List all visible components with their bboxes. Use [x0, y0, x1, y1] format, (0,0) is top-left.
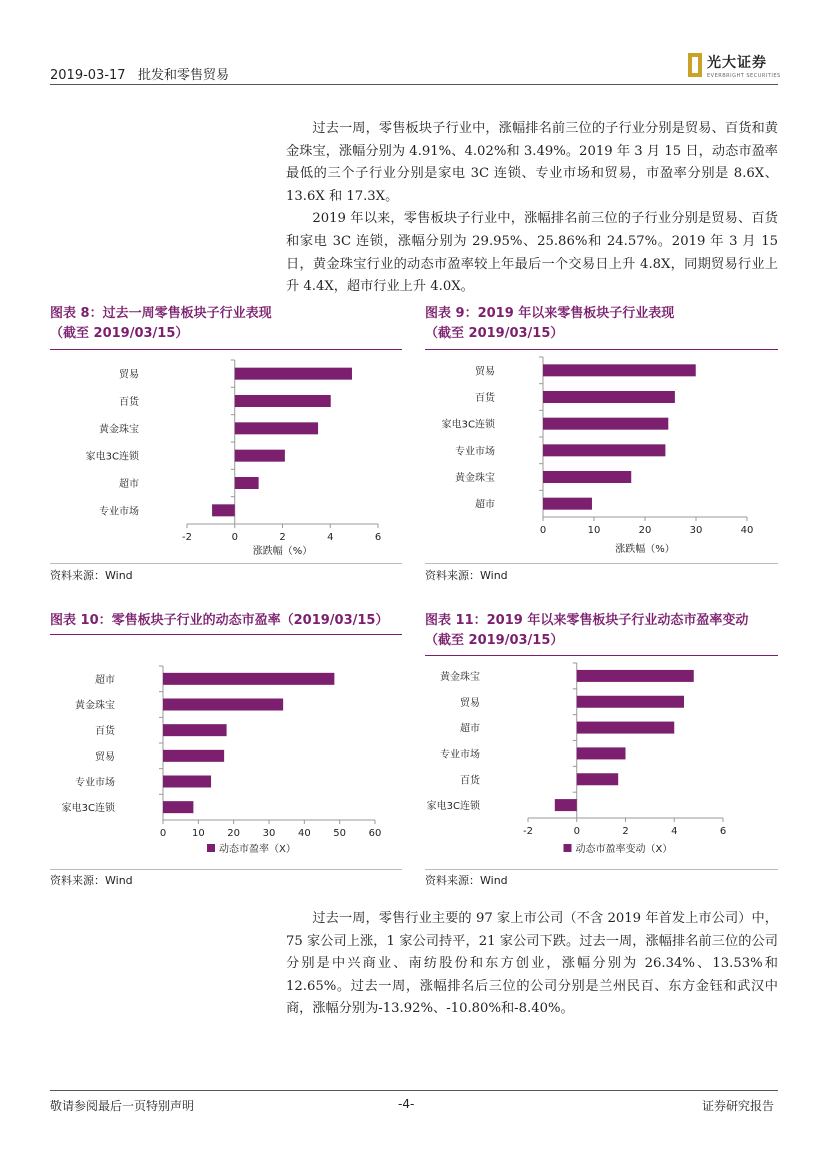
- chart9-source: 资料来源：Wind: [425, 569, 508, 582]
- category-label: 贸易: [460, 697, 480, 709]
- x-tick-label: -2: [182, 532, 192, 543]
- chart8-source-rule: [50, 563, 402, 564]
- bar: [555, 799, 577, 811]
- legend-label: 动态市盈率变动（X）: [575, 844, 673, 855]
- category-label: 贸易: [475, 366, 495, 378]
- bar: [577, 747, 626, 759]
- x-tick-label: 30: [689, 525, 703, 536]
- bar: [163, 724, 227, 736]
- chart11-subtitle: （截至 2019/03/15）: [425, 633, 564, 648]
- x-tick-label: 40: [740, 525, 754, 536]
- chart10-svg: [50, 660, 402, 866]
- x-tick-label: 50: [333, 828, 347, 839]
- outro-text: [286, 908, 778, 1021]
- bar: [577, 696, 684, 708]
- report-header: [50, 64, 229, 83]
- chart11-svg: [425, 660, 778, 866]
- category-label: 专业市场: [75, 777, 115, 789]
- bar: [235, 422, 318, 434]
- chart8-title-block: [50, 304, 402, 344]
- x-tick-label: 4: [671, 826, 678, 837]
- category-label: 百货: [119, 397, 139, 408]
- bar: [543, 364, 696, 376]
- x-tick-label: 0: [573, 826, 580, 837]
- chart10-rule: [50, 634, 402, 635]
- chart10-source-rule: [50, 869, 402, 870]
- intro-paragraph-1: 过去一周，零售板块子行业中，涨幅排名前三位的子行业分别是贸易、百货和黄金珠宝，涨幅分别为 4.91%、4.02%和 3.49%。2019 年 3 月 15 日，动态市盈率最低的三个子行业分别是家电 3C 连锁、专业市场和贸易，市盈率分别是 8.6X、13.6X 和 17.3X。: [286, 121, 778, 204]
- bar: [577, 670, 694, 682]
- chart9-title-block: [425, 304, 778, 344]
- intro-paragraph-2: 2019 年以来，零售板块子行业中，涨幅排名前三位的子行业分别是贸易、百货和家电 3C 连锁，涨幅分别为 29.95%、25.86%和 24.57%。2019 年 3 月 15 日，黄金珠宝行业的动态市盈率较上年最后一个交易日上升 4.8X，同期贸易行业上升 4.4X，超市行业上升 4.0X。: [286, 211, 778, 295]
- report-category: 批发和零售贸易: [137, 68, 229, 83]
- logo-subtext: EVERBRIGHT SECURITIES: [707, 72, 781, 79]
- bar: [235, 477, 259, 489]
- bar: [577, 722, 675, 734]
- company-logo: [688, 50, 781, 80]
- category-label: 家电3C连锁: [441, 419, 495, 431]
- chart11-title: 图表 11：2019 年以来零售板块子行业动态市盈率变动: [425, 613, 749, 628]
- category-label: 家电3C连锁: [426, 801, 480, 813]
- footer-page-number: -4-: [398, 1097, 415, 1111]
- bar: [163, 750, 224, 762]
- chart10-source: 资料来源：Wind: [50, 874, 133, 887]
- chart9-subtitle: （截至 2019/03/15）: [425, 326, 564, 341]
- chart8-svg: [50, 352, 402, 560]
- x-tick-label: 0: [159, 828, 167, 839]
- category-label: 专业市场: [455, 446, 495, 458]
- legend-swatch: [207, 844, 215, 852]
- outro-paragraph-1: 过去一周，零售行业主要的 97 家上市公司（不含 2019 年首发上市公司）中，75 家公司上涨，1 家公司持平，21 家公司下跌。过去一周，涨幅排名前三位的公司分别是中兴商业、南纺股份和东方创业，涨幅分别为 26.34%、13.53%和 12.65%。过去一周，涨幅排名后三位的公司分别是兰州民百、东方金钰和武汉中商，涨幅分别为-13.92%、-10.80%和-8.40%。: [286, 911, 778, 1017]
- x-tick-label: 10: [191, 828, 205, 839]
- chart11-source-rule: [425, 869, 778, 870]
- category-label: 超市: [95, 674, 115, 686]
- legend-swatch: [564, 844, 572, 852]
- bar: [163, 801, 193, 813]
- x-tick-label: 2: [279, 532, 286, 543]
- header-rule: [50, 84, 778, 85]
- x-tick-label: 30: [262, 828, 276, 839]
- category-label: 百货: [475, 393, 495, 404]
- bar: [543, 471, 631, 483]
- x-tick-label: 2: [622, 826, 629, 837]
- bar: [543, 418, 668, 430]
- chart10-title-block: [50, 611, 402, 631]
- category-label: 百货: [460, 775, 480, 787]
- category-label: 贸易: [119, 369, 139, 381]
- category-label: 超市: [119, 479, 139, 490]
- x-tick-label: 20: [638, 525, 652, 536]
- x-tick-label: 60: [368, 828, 382, 839]
- chart8-subtitle: （截至 2019/03/15）: [50, 326, 189, 341]
- chart9-source-rule: [425, 563, 778, 564]
- chart9-title: 图表 9：2019 年以来零售板块子行业表现: [425, 306, 675, 321]
- logo-text: 光大证券: [707, 54, 767, 71]
- x-tick-label: 6: [719, 826, 727, 837]
- bar: [235, 368, 352, 380]
- bar: [235, 450, 285, 462]
- chart11-title-block: [425, 611, 778, 651]
- bar: [543, 498, 592, 510]
- x-tick-label: 4: [327, 532, 334, 543]
- category-label: 专业市场: [440, 749, 480, 761]
- category-label: 黄金珠宝: [455, 473, 495, 484]
- x-tick-label: 6: [374, 532, 382, 543]
- logo-mark-icon: [688, 53, 702, 77]
- x-tick-label: 10: [587, 525, 601, 536]
- report-date: 2019-03-17: [50, 68, 126, 83]
- legend-label: 动态市盈率（X）: [219, 844, 296, 855]
- category-label: 黄金珠宝: [75, 700, 115, 712]
- chart8-title: 图表 8：过去一周零售板块子行业表现: [50, 306, 272, 321]
- x-axis-label: 涨跌幅（%）: [615, 544, 675, 555]
- category-label: 家电3C连锁: [61, 803, 115, 815]
- category-label: 超市: [460, 723, 480, 735]
- bar: [543, 391, 675, 403]
- chart8-source: 资料来源：Wind: [50, 569, 133, 582]
- x-tick-label: -2: [523, 826, 533, 837]
- intro-text: [286, 118, 778, 299]
- footer-disclaimer: 敬请参阅最后一页特别声明: [50, 1099, 195, 1113]
- category-label: 黄金珠宝: [440, 671, 480, 683]
- footer-rule: [50, 1090, 778, 1091]
- category-label: 贸易: [95, 751, 115, 763]
- x-tick-label: 20: [227, 828, 241, 839]
- x-tick-label: 40: [297, 828, 311, 839]
- bar: [163, 673, 334, 685]
- bar: [235, 395, 331, 407]
- x-tick-label: 0: [231, 532, 238, 543]
- category-label: 黄金珠宝: [99, 424, 139, 436]
- chart11-rule: [425, 655, 778, 656]
- chart10-title: 图表 10：零售板块子行业的动态市盈率（2019/03/15）: [50, 613, 389, 628]
- category-label: 家电3C连锁: [85, 451, 139, 463]
- bar: [163, 699, 283, 711]
- chart9-rule: [425, 349, 778, 350]
- bar: [163, 776, 211, 788]
- x-axis-label: 涨跌幅（%）: [252, 546, 313, 557]
- chart9-svg: [425, 352, 778, 560]
- bar: [577, 773, 618, 785]
- footer-report-type: 证券研究报告: [702, 1099, 775, 1113]
- chart11-source: 资料来源：Wind: [425, 874, 508, 887]
- bar: [212, 504, 235, 516]
- bar: [543, 444, 665, 456]
- category-label: 专业市场: [99, 506, 139, 518]
- category-label: 超市: [475, 499, 495, 511]
- category-label: 百货: [95, 726, 115, 738]
- x-tick-label: 0: [539, 525, 547, 536]
- chart8-rule: [50, 349, 402, 350]
